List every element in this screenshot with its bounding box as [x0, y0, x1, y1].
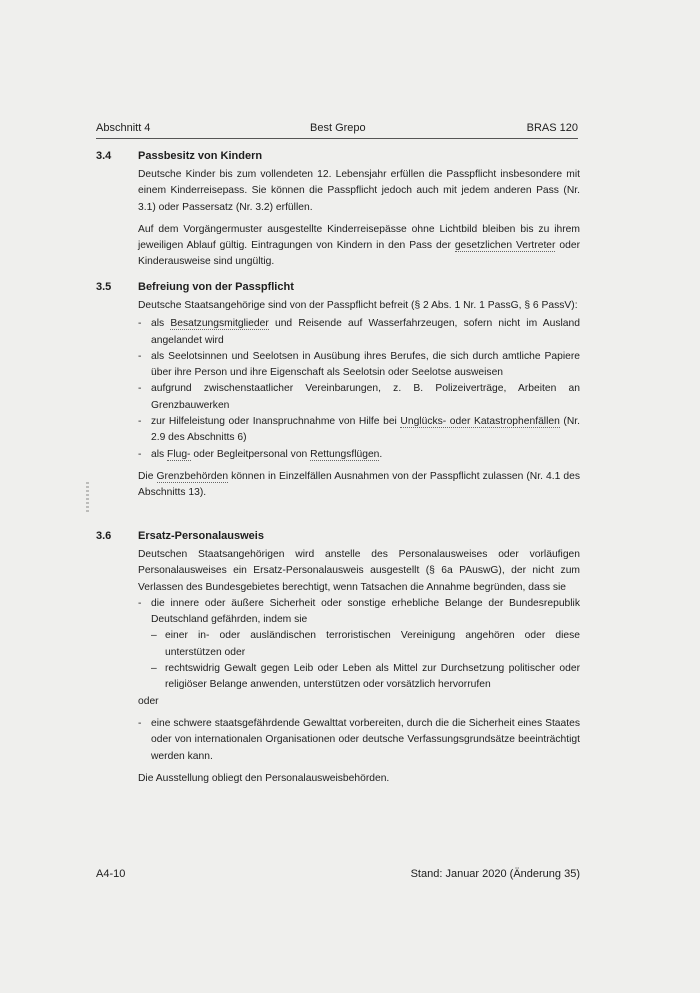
section-title: Passbesitz von Kindern [138, 150, 263, 162]
text: zur Hilfeleistung oder Inanspruchnahme von Hilfe bei [151, 416, 401, 428]
glossary-link[interactable]: Grenzbehörden [156, 470, 229, 482]
section-number: 3.6 [96, 530, 112, 542]
section-number: 3.5 [96, 281, 112, 293]
list-item [138, 447, 580, 463]
paragraph [138, 222, 580, 271]
sub-list [151, 628, 580, 693]
paragraph: Deutsche Staatsangehörige sind von der Passpflicht befreit (§ 2 Abs. 1 Nr. 1 PassG, § 6 PassV): [138, 300, 578, 311]
section-3-4 [96, 150, 582, 270]
text: als [151, 448, 168, 460]
margin-mark [86, 482, 89, 514]
text: Die [138, 470, 157, 482]
page-header [96, 122, 578, 139]
glossary-link[interactable]: Besatzungsmitglieder [170, 318, 269, 330]
glossary-link[interactable]: Rettungsflügen [310, 448, 380, 460]
text: Auf dem Vorgängermuster ausgestellte Kinderreisepässe ohne Lichtbild bleiben bis zu ihrem jeweiligen Ablauf gültig. Eintragungen von Kindern in den Pass der [138, 223, 580, 252]
glossary-link[interactable]: Unglücks- oder Katastrophenfällen [400, 416, 560, 428]
text: . [379, 448, 383, 460]
header-section: Abschnitt 4 [96, 122, 151, 134]
section-body [138, 298, 580, 508]
condition-list [138, 716, 580, 765]
list-item: - eine schwere staatsgefährdende Gewalttat vorbereiten, durch die die Sicherheit eines Staates oder von internationalen Organisationen oder deutsche Verfassungsgrundsätze beeinträchtigt werden kann. [138, 716, 580, 765]
glossary-link[interactable]: gesetzlichen Vertreter [454, 240, 556, 252]
header-title: Best Grepo [310, 122, 366, 134]
sub-list-item: – einer in- oder ausländischen terroristischen Vereinigung angehören oder diese unterstützen oder [151, 628, 580, 661]
section-3-6 [96, 530, 582, 784]
paragraph: Die Ausstellung obliegt den Personalausweisbehörden. [138, 772, 390, 784]
glossary-link[interactable]: Flug- [167, 448, 191, 460]
sub-list-item: – rechtswidrig Gewalt gegen Leib oder Leben als Mittel zur Durchsetzung politischer oder religiöser Belange anwenden, unterstützen oder vorsätzlich hervorrufen [151, 661, 580, 694]
section-title: Befreiung von der Passpflicht [138, 281, 294, 293]
text: können in Einzelfällen Ausnahmen von der Passpflicht zulassen (Nr. 4.1 des Abschnitts 13). [138, 470, 580, 499]
text: oder Kinderausweise sind ungültig. [138, 240, 580, 268]
text: als [151, 318, 171, 330]
section-body [138, 167, 580, 277]
header-code: BRAS 120 [526, 122, 578, 134]
paragraph: Deutschen Staatsangehörigen wird anstelle des Personalausweises oder vorläufigen Personalausweises ein Ersatz-Personalausweis ausgestellt (§ 6a PAuswG), der nicht zum Verlassen des Bundesgebietes berechtigt, wenn Tatsachen die Annahme begründen, dass sie [138, 549, 580, 593]
conjunction: oder [138, 695, 159, 707]
list-item: - als Seelotsinnen und Seelotsen in Ausübung ihres Berufes, die sich durch amtliche Papiere über ihre Person und ihre Eigenschaft als Seelotsin oder Seelotse ausweisen [138, 349, 580, 382]
section-body [138, 547, 580, 793]
text: und Reisende auf Wasserfahrzeugen, sofern nicht im Ausland angelandet wird [151, 318, 580, 346]
section-number: 3.4 [96, 150, 112, 162]
list-item [138, 596, 580, 694]
text: (Nr. 2.9 des Abschnitts 6) [151, 416, 581, 444]
paragraph [138, 469, 580, 502]
text: oder Begleitpersonal von [190, 448, 311, 460]
section-title: Ersatz-Personalausweis [138, 530, 264, 542]
list-item [138, 414, 580, 447]
paragraph: Deutsche Kinder bis zum vollendeten 12. Lebensjahr erfüllen die Passpflicht insbesondere mit einem Kinderreisepass. Sie können die Passpflicht jedoch auch mit jedem anderen Pass (Nr. 3.1) oder Passersatz (Nr. 3.2) erfüllen. [138, 169, 580, 213]
list-item [138, 316, 580, 349]
condition-list [138, 596, 580, 694]
page-number: A4-10 [96, 868, 126, 880]
revision-status: Stand: Januar 2020 (Änderung 35) [410, 868, 580, 880]
exemption-list [138, 316, 580, 463]
section-3-5 [96, 281, 582, 521]
text: die innere oder äußere Sicherheit oder sonstige erhebliche Belange der Bundesrepublik Deutschland gefährden, indem sie [151, 597, 580, 626]
list-item: - aufgrund zwischenstaatlicher Vereinbarungen, z. B. Polizeiverträge, Arbeiten an Grenzbauwerken [138, 381, 580, 414]
